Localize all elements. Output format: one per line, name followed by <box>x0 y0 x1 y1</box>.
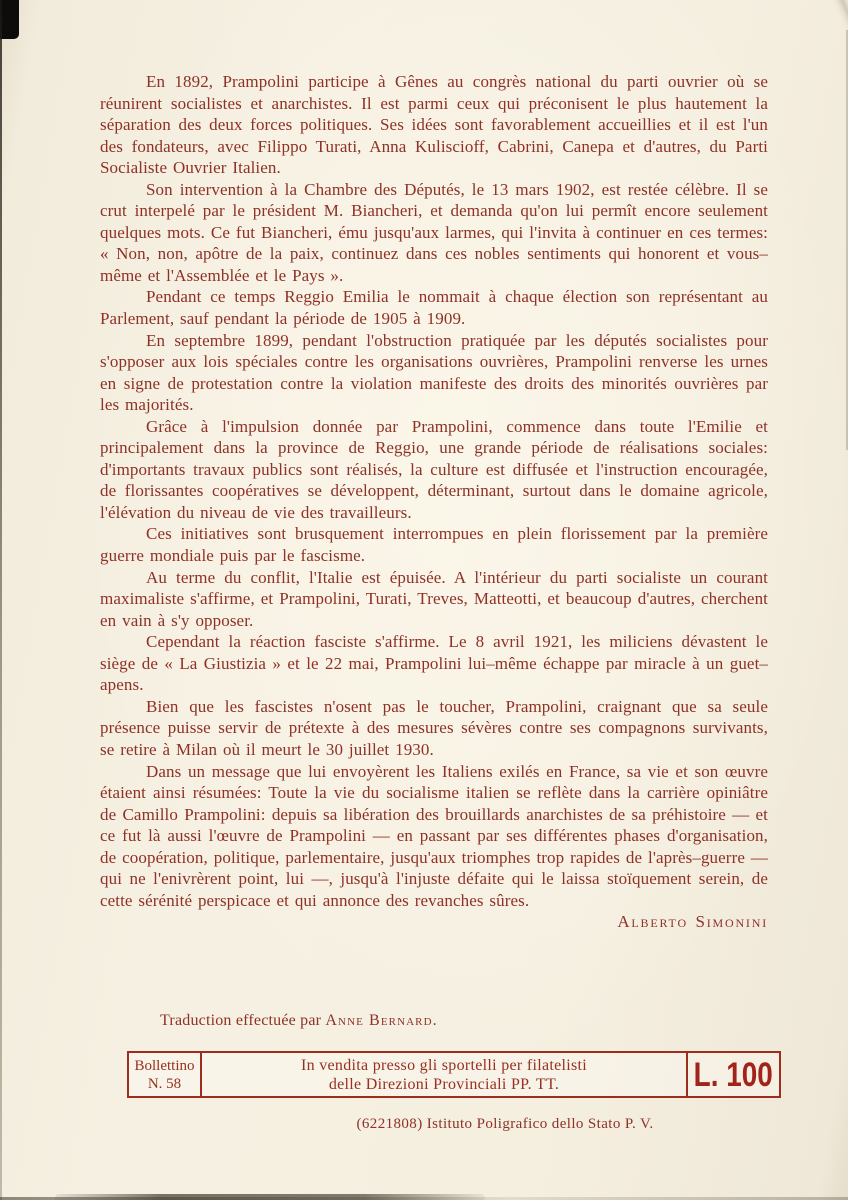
bulletin-label: Bollettino <box>134 1057 195 1074</box>
price-cell <box>686 1053 779 1096</box>
paragraph: En septembre 1899, pendant l'obstruction pratiquée par les députés socialistes pour s'opposer aux lois spéciales contre les organisations ouvrières, Prampolini renverse les urnes en signe de protestation contre la violation manifeste des droits des minorités ouvrières par les majorités. <box>100 330 768 415</box>
bulletin-number: N. 58 <box>147 1075 182 1092</box>
bulletin-number-cell <box>129 1053 202 1096</box>
paragraph: Ces initiatives sont brusquement interrompues en plein florissement par la première guerre mondiale puis par le fascisme. <box>100 524 768 566</box>
sales-notice-line1: In vendita presso gli sportelli per filatelisti <box>300 1056 588 1074</box>
scan-artifact-left-edge <box>0 0 2 1200</box>
translation-credit-prefix: Traduction effectuée par <box>160 1012 326 1029</box>
translator-name: Anne Bernard <box>325 1012 433 1029</box>
sales-notice-line2: delle Direzioni Provinciali PP. TT. <box>328 1075 560 1093</box>
paragraph: En 1892, Prampolini participe à Gênes au congrès national du parti ouvrier où se réunirent socialistes et anarchistes. Il est parmi ceux qui préconisent le plus hautement la séparation des deux forces politiques. Ses idées sont favorablement accueillies et il est l'un des fondateurs, avec Filippo Turati, Anna Kuliscioff, Cabrini, Canepa et d'autres, du Parti Socialiste Ouvrier Italien. <box>100 72 768 178</box>
paragraph: Son intervention à la Chambre des Députés, le 13 mars 1902, est restée célèbre. Il se crut interpelé par le président M. Biancheri, et demanda qu'on lui permît encore seulement quelques mots. Ce fut Biancheri, ému jusqu'aux larmes, qui l'invita à continuer en ces termes: « Non, non, apôtre de la paix, continuez dans ces nobles sentiments qui honorent et vous–même et l'Assemblée et le Pays ». <box>100 179 768 285</box>
translation-credit <box>160 1012 437 1030</box>
paragraph: Au terme du conflit, l'Italie est épuisée. A l'intérieur du parti socialiste un courant maximaliste s'affirme, et Prampolini, Turati, Treves, Matteotti, et beaucoup d'autres, cherchent en vain à s'y opposer. <box>100 567 768 630</box>
paragraph: Grâce à l'impulsion donnée par Prampolini, commence dans toute l'Emilie et principalement dans la province de Reggio, une grande période de réalisations sociales: d'importants travaux publics sont réalisés, la culture est diffusée et l'instruction encouragée, de florissantes coopératives se développent, déterminant, surtout dans le domaine agricole, l'élévation du niveau de vie des travailleurs. <box>100 416 768 522</box>
sales-notice-cell <box>202 1053 686 1096</box>
author-signature: Alberto Simonini <box>617 912 768 932</box>
paragraph: Cependant la réaction fasciste s'affirme. Le 8 avril 1921, les miliciens dévastent le siège de « La Giustizia » et le 22 mai, Prampolini lui–même échappe par miracle à un guet–apens. <box>100 632 768 695</box>
scan-artifact-top-left-corner <box>0 0 19 39</box>
translation-credit-suffix: . <box>432 1012 437 1029</box>
price-value: L. 100 <box>693 1055 774 1094</box>
paragraph: Dans un message que lui envoyèrent les Italiens exilés en France, sa vie et son œuvre étaient ainsi résumées: Toute la vie du socialisme italien se reflète dans la carrière opiniâtre de Camillo Prampolini: depuis sa libération des brouillards anarchistes de sa préhistoire — et ce fut là aussi l'œuvre de Prampolini — en passant par ses différentes phases d'organisation, de coopération, politique, parlementaire, jusqu'aux triomphes trop rapides de l'après–guerre — qui ne l'enivrèrent point, lui —, jusqu'à l'injuste défaite qui le laissa stoïquement serein, de cette sérénité perspicace et qui annonce des revanches sûres. <box>100 761 768 910</box>
bulletin-sales-box <box>127 1051 781 1098</box>
body-text <box>100 71 768 933</box>
paragraph: Pendant ce temps Reggio Emilia le nommait à chaque élection son représentant au Parlement, sauf pendant la période de 1905 à 1909. <box>100 287 768 329</box>
printer-imprint: (6221808) Istituto Poligrafico dello Stato P. V. <box>356 1116 654 1132</box>
paragraph: Bien que les fascistes n'osent pas le toucher, Prampolini, craignant que sa seule présence puisse servir de prétexte à des mesures sévères contre ses compagnons survivants, se retire à Milan où il meurt le 30 juillet 1930. <box>100 696 768 759</box>
